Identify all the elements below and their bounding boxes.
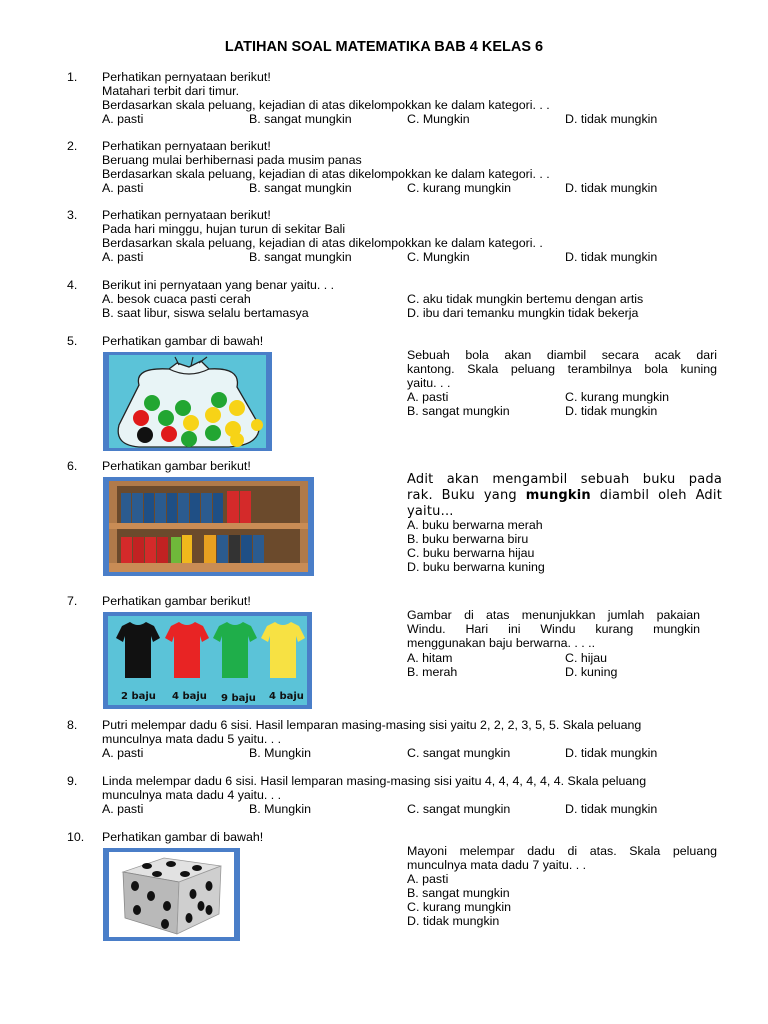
option-c[interactable]: C. kurang mungkin bbox=[565, 390, 669, 404]
bookshelf-icon bbox=[109, 481, 308, 572]
page-title: LATIHAN SOAL MATEMATIKA BAB 4 KELAS 6 bbox=[224, 39, 544, 55]
option-d[interactable]: D. tidak mungkin bbox=[407, 914, 500, 928]
question-text: Perhatikan pernyataan berikut! bbox=[102, 139, 271, 153]
question-text: Beruang mulai berhibernasi pada musim panas bbox=[102, 153, 362, 167]
option-b[interactable]: B. sangat mungkin bbox=[407, 886, 510, 900]
question-text-part: diambil oleh Adit bbox=[590, 488, 722, 503]
option-b[interactable]: B. saat libur, siswa selalu bertamasya bbox=[102, 306, 309, 320]
option-c[interactable]: C. kurang mungkin bbox=[407, 181, 511, 195]
option-d[interactable]: D. ibu dari temanku mungkin tidak bekerja bbox=[407, 306, 639, 320]
question-text: Mayoni melempar dadu di atas. Skala peluang bbox=[407, 844, 717, 858]
question-text: yaitu... bbox=[407, 504, 454, 519]
option-c[interactable]: C. hijau bbox=[565, 651, 608, 665]
question-text: Perhatikan gambar berikut! bbox=[102, 594, 251, 608]
option-d[interactable]: D. tidak mungkin bbox=[565, 112, 658, 126]
question-text: munculnya mata dadu 4 yaitu. . . bbox=[102, 788, 282, 802]
question-number: 5. bbox=[67, 334, 78, 348]
tshirt-count-label: 4 baju bbox=[172, 691, 207, 702]
option-c[interactable]: C. Mungkin bbox=[407, 112, 470, 126]
option-a[interactable]: A. buku berwarna merah bbox=[407, 518, 543, 532]
tshirt-count-label: 2 baju bbox=[121, 691, 156, 702]
question-text-part: rak. Buku yang bbox=[407, 488, 526, 503]
option-a[interactable]: A. pasti bbox=[102, 746, 144, 760]
question-text: Perhatikan pernyataan berikut! bbox=[102, 208, 271, 222]
bookshelf-image bbox=[103, 477, 314, 576]
option-d[interactable]: D. tidak mungkin bbox=[565, 404, 658, 418]
question-text: Linda melempar dadu 6 sisi. Hasil lemparan masing-masing sisi yaitu 4, 4, 4, 4, 4, 4. Skala peluang bbox=[102, 774, 647, 788]
emphasis-word: mungkin bbox=[525, 488, 591, 503]
question-text: Sebuah bola akan diambil secara acak dari bbox=[407, 348, 717, 362]
question-text: Berikut ini pernyataan yang benar yaitu. . . bbox=[102, 278, 335, 292]
option-b[interactable]: B. sangat mungkin bbox=[249, 112, 352, 126]
option-b[interactable]: B. sangat mungkin bbox=[249, 181, 352, 195]
question-number: 9. bbox=[67, 774, 78, 788]
option-c[interactable]: C. buku berwarna hijau bbox=[407, 546, 535, 560]
question-number: 3. bbox=[67, 208, 78, 222]
question-text: munculnya mata dadu 5 yaitu. . . bbox=[102, 732, 282, 746]
option-a[interactable]: A. pasti bbox=[102, 181, 144, 195]
question-text: Matahari terbit dari timur. bbox=[102, 84, 240, 98]
question-text: Perhatikan gambar di bawah! bbox=[102, 830, 264, 844]
dice-icon bbox=[109, 852, 234, 937]
ball-bag-image bbox=[103, 352, 272, 451]
option-b[interactable]: B. sangat mungkin bbox=[249, 250, 352, 264]
question-number: 4. bbox=[67, 278, 78, 292]
dice-image bbox=[103, 848, 240, 941]
option-c[interactable]: C. kurang mungkin bbox=[407, 900, 511, 914]
option-d[interactable]: D. tidak mungkin bbox=[565, 181, 658, 195]
question-number: 6. bbox=[67, 459, 78, 473]
option-a[interactable]: A. pasti bbox=[102, 250, 144, 264]
question-number: 8. bbox=[67, 718, 78, 732]
question-text: Berdasarkan skala peluang, kejadian di atas dikelompokkan ke dalam kategori. . . bbox=[102, 98, 550, 112]
option-b[interactable]: B. buku berwarna biru bbox=[407, 532, 529, 546]
question-text: munculnya mata dadu 7 yaitu. . . bbox=[407, 858, 587, 872]
option-d[interactable]: D. tidak mungkin bbox=[565, 746, 658, 760]
question-text: Putri melempar dadu 6 sisi. Hasil lemparan masing-masing sisi yaitu 2, 2, 2, 3, 5, 5. Skala peluang bbox=[102, 718, 642, 732]
option-d[interactable]: D. tidak mungkin bbox=[565, 250, 658, 264]
option-a[interactable]: A. pasti bbox=[407, 872, 449, 886]
option-a[interactable]: A. pasti bbox=[407, 390, 449, 404]
tshirts-image bbox=[103, 612, 312, 709]
question-text: yaitu. . . bbox=[407, 376, 451, 390]
tshirt-count-label: 4 baju bbox=[269, 691, 304, 702]
question-number: 10. bbox=[67, 830, 85, 844]
option-c[interactable]: C. Mungkin bbox=[407, 250, 470, 264]
option-d[interactable]: D. tidak mungkin bbox=[565, 802, 658, 816]
option-a[interactable]: A. besok cuaca pasti cerah bbox=[102, 292, 251, 306]
option-c[interactable]: C. sangat mungkin bbox=[407, 746, 511, 760]
question-text: Windu. Hari ini Windu kurang mungkin bbox=[407, 622, 700, 636]
option-a[interactable]: A. pasti bbox=[102, 112, 144, 126]
question-number: 1. bbox=[67, 70, 78, 84]
ball-bag-icon bbox=[109, 355, 266, 448]
option-b[interactable]: B. sangat mungkin bbox=[407, 404, 510, 418]
option-a[interactable]: A. hitam bbox=[407, 651, 453, 665]
question-text: Perhatikan pernyataan berikut! bbox=[102, 70, 271, 84]
question-text: Perhatikan gambar di bawah! bbox=[102, 334, 264, 348]
question-text: Pada hari minggu, hujan turun di sekitar Bali bbox=[102, 222, 346, 236]
option-b[interactable]: B. Mungkin bbox=[249, 746, 311, 760]
tshirt-labels bbox=[108, 690, 307, 704]
question-text bbox=[407, 488, 722, 504]
option-d[interactable]: D. buku berwarna kuning bbox=[407, 560, 545, 574]
question-number: 2. bbox=[67, 139, 78, 153]
option-b[interactable]: B. Mungkin bbox=[249, 802, 311, 816]
option-a[interactable]: A. pasti bbox=[102, 802, 144, 816]
question-text: Adit akan mengambil sebuah buku pada bbox=[407, 472, 722, 487]
question-text: Gambar di atas menunjukkan jumlah pakaian bbox=[407, 608, 700, 622]
option-d[interactable]: D. kuning bbox=[565, 665, 618, 679]
question-text: Berdasarkan skala peluang, kejadian di atas dikelompokkan ke dalam kategori. . bbox=[102, 236, 543, 250]
question-text: Berdasarkan skala peluang, kejadian di atas dikelompokkan ke dalam kategori. . . bbox=[102, 167, 550, 181]
question-text: kantong. Skala peluang terambilnya bola kuning bbox=[407, 362, 717, 376]
option-c[interactable]: C. aku tidak mungkin bertemu dengan artis bbox=[407, 292, 644, 306]
question-number: 7. bbox=[67, 594, 78, 608]
option-c[interactable]: C. sangat mungkin bbox=[407, 802, 511, 816]
option-b[interactable]: B. merah bbox=[407, 665, 458, 679]
question-text: Perhatikan gambar berikut! bbox=[102, 459, 251, 473]
tshirt-count-label: 9 baju bbox=[221, 693, 256, 704]
question-text: menggunakan baju berwarna. . . .. bbox=[407, 636, 596, 650]
